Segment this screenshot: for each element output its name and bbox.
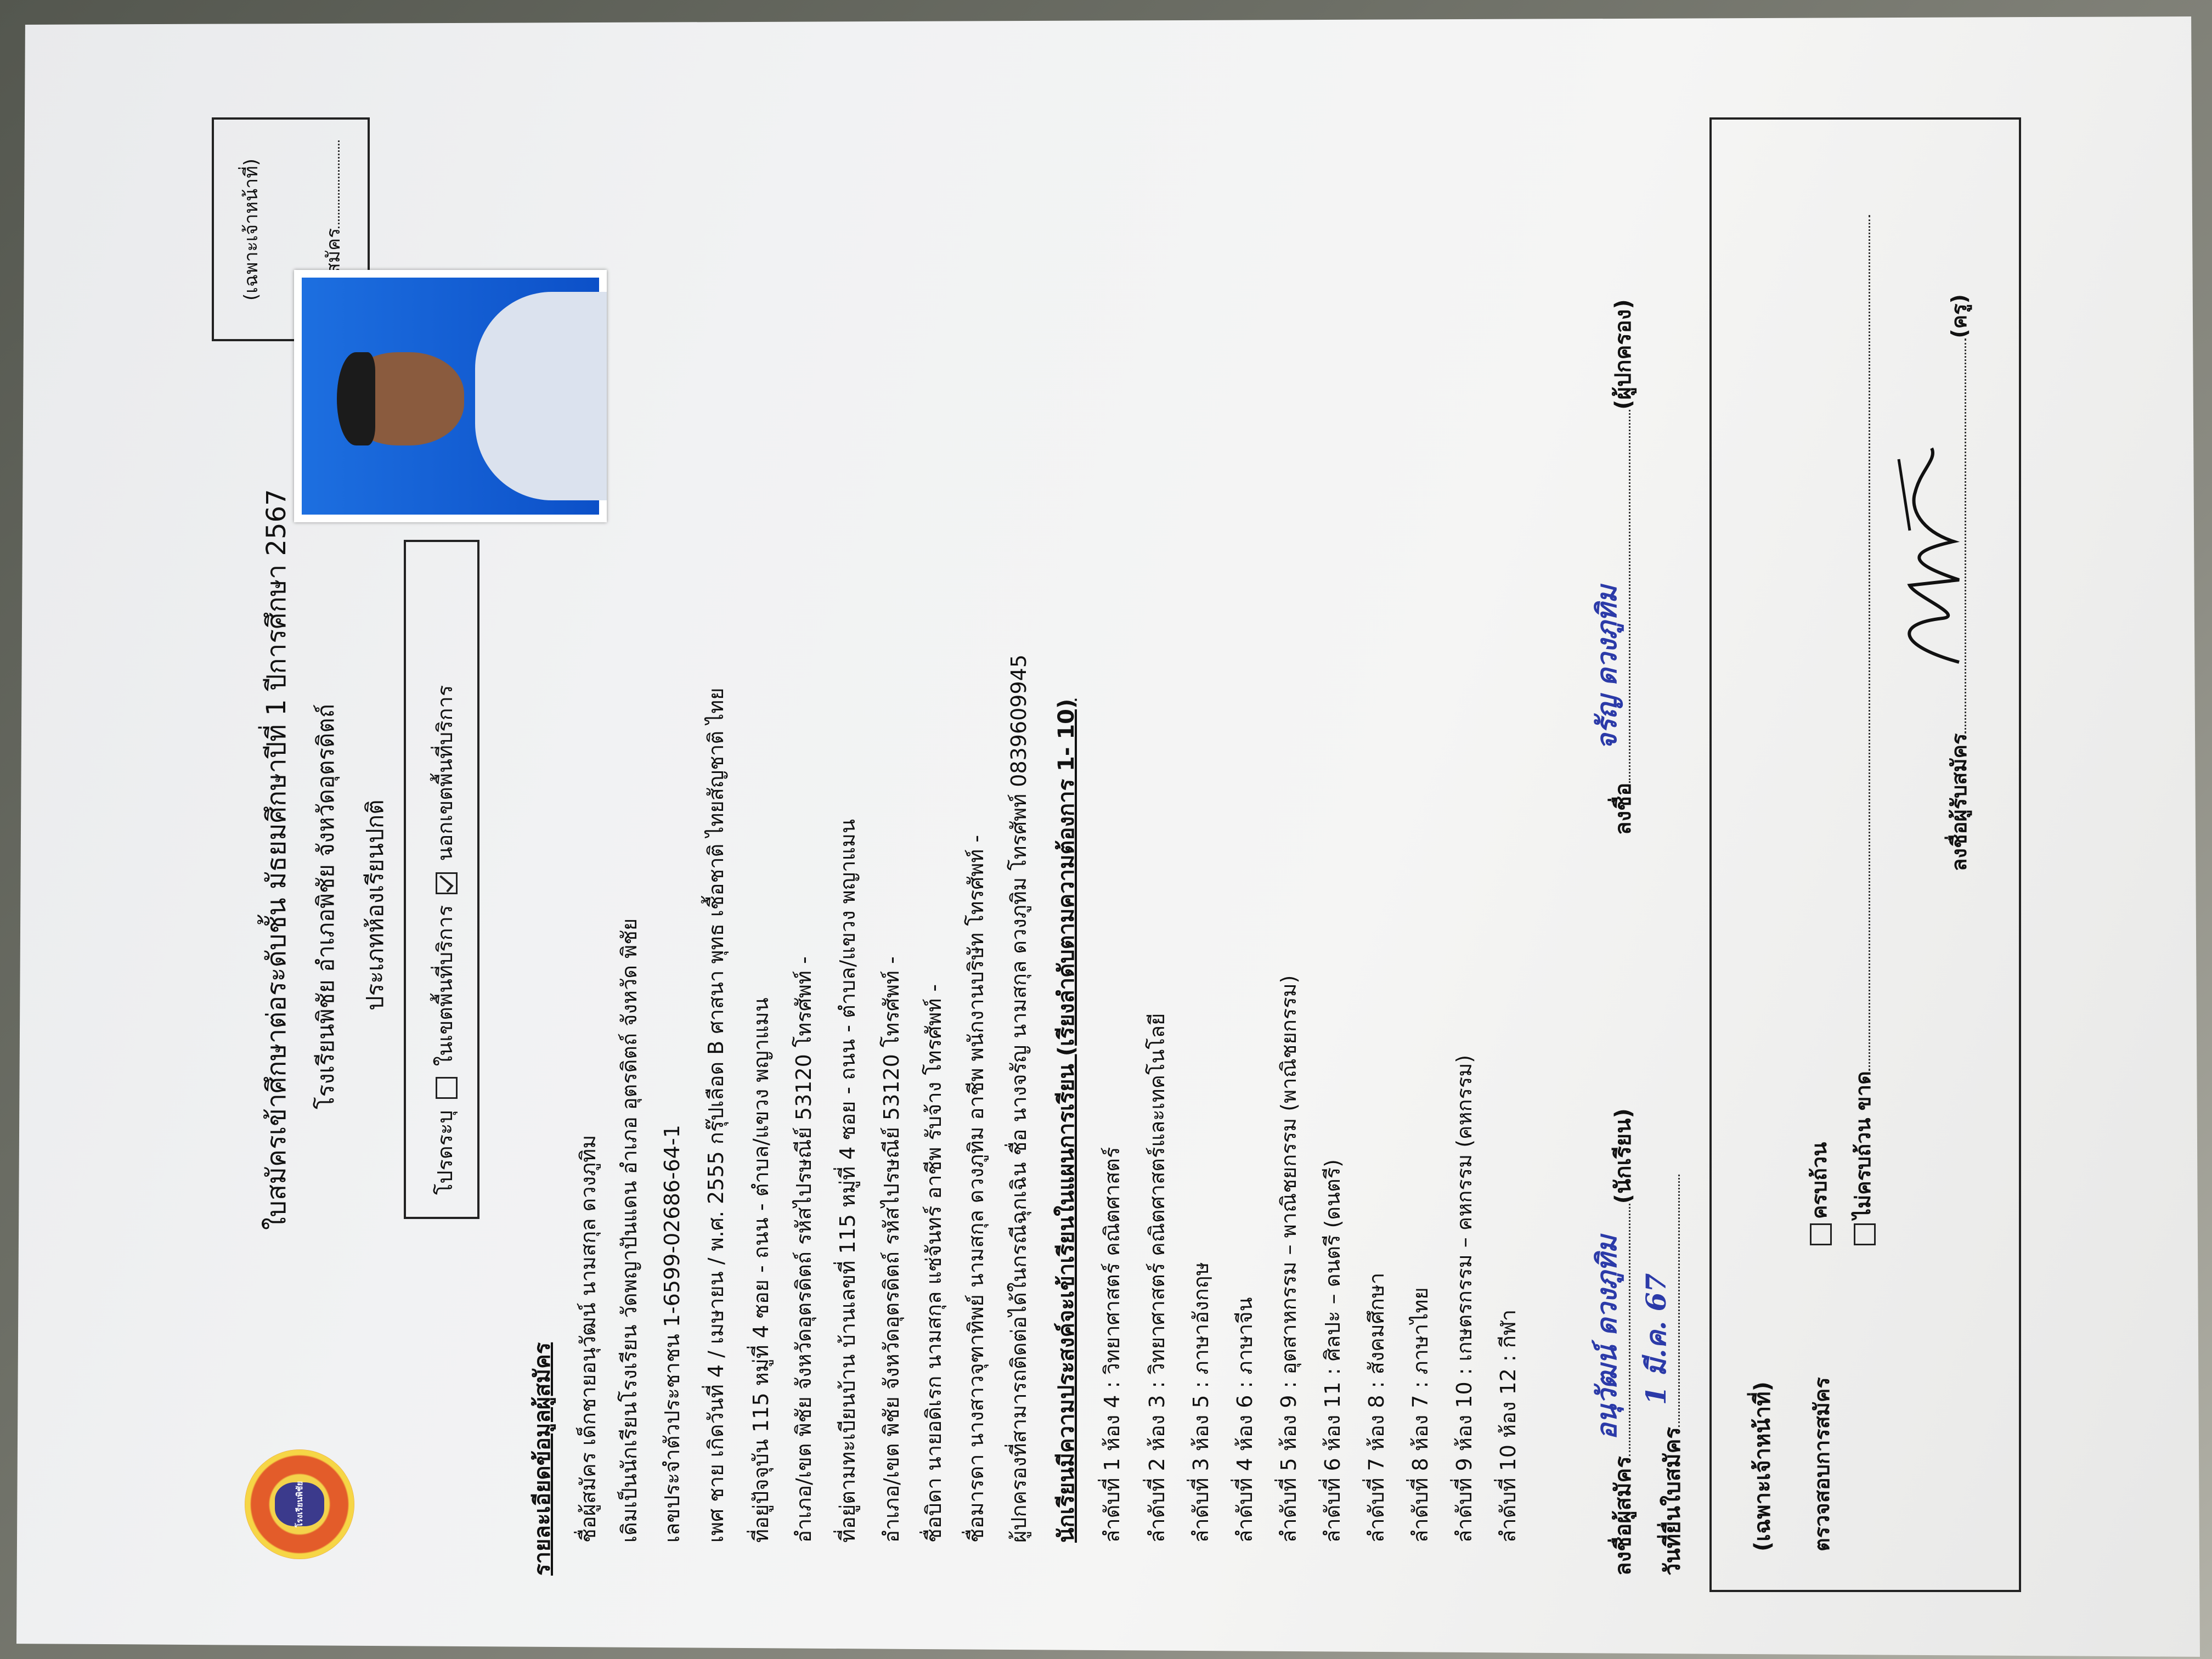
receiver-signature-row bbox=[1942, 294, 1976, 871]
receiver-signature-mark bbox=[1877, 437, 1970, 668]
zone-row bbox=[428, 685, 461, 1195]
applicant-role: (นักเรียน) bbox=[1611, 1108, 1636, 1204]
receiver-role: (ครู) bbox=[1947, 294, 1971, 338]
detail-line: ผู้ปกครองที่สามารถติดต่อได้ในกรณีฉุกเฉิน ชื่อ นางจรัญ นามสกุล ดวงภูทิม โทรศัพท์ 0839609945 bbox=[1007, 654, 1031, 1543]
choice-item: ลำดับที่ 7 ห้อง 8 : สังคมศึกษา bbox=[1364, 1272, 1389, 1543]
check-application-label: ตรวจสอบการสมัคร bbox=[1810, 1377, 1834, 1551]
inside-zone-checkbox[interactable] bbox=[436, 1077, 458, 1099]
complete-checkbox[interactable] bbox=[1810, 1223, 1832, 1245]
detail-line: ที่อยู่ตามทะเบียนบ้าน บ้านเลขที่ 115 หมู่ที่ 4 ซอย - ถนน - ตำบล/แขวง พญาแมน bbox=[836, 819, 860, 1543]
application-date-row bbox=[1640, 1175, 1690, 1576]
applicant-photo bbox=[294, 270, 607, 522]
detail-line: ชื่อผู้สมัคร เด็กชายอนุวัฒน์ นามสกุล ดวงภูทิม bbox=[576, 1135, 600, 1543]
school-logo: โรงเรียนพิชัย bbox=[245, 1449, 354, 1559]
outside-zone-label: นอกเขตพื้นที่บริการ bbox=[433, 685, 457, 861]
form-title: ใบสมัครเข้าศึกษาต่อระดับชั้น มัธยมศึกษาปีที่ 1 ปีการศึกษา 2567 bbox=[261, 489, 292, 1230]
school-name-line: โรงเรียนพิชัย อำเภอพิชัย จังหวัดอุตรดิตถ์ bbox=[312, 704, 339, 1109]
receiver-signature-label: ลงชื่อผู้รับสมัคร bbox=[1947, 733, 1971, 871]
detail-line: อำเภอ/เขต พิชัย จังหวัดอุตรดิตถ์ รหัสไปรษณีย์ 53120 โทรศัพท์ - bbox=[792, 956, 816, 1543]
guardian-signature-row bbox=[1590, 299, 1640, 835]
detail-line: ชื่อบิดา นายอดิเรก นามสกุล แซ่จันทร์ อาชีพ รับจ้าง โทรศัพท์ - bbox=[922, 984, 946, 1543]
detail-line: ที่อยู่ปัจจุบัน 115 หมู่ที่ 4 ซอย - ถนน - ตำบล/แขวง พญาแมน bbox=[749, 997, 773, 1543]
applicant-signature-label: ลงชื่อผู้สมัคร bbox=[1611, 1456, 1636, 1576]
choice-item: ลำดับที่ 6 ห้อง 11 : ศิลปะ – ดนตรี (ดนตรี) bbox=[1321, 1159, 1345, 1543]
zone-prefix: โปรดระบุ bbox=[433, 1110, 457, 1195]
application-date-label: วันที่ยื่นใบสมัคร bbox=[1660, 1427, 1685, 1576]
choice-item: ลำดับที่ 1 ห้อง 4 : วิทยาศาสตร์ คณิตศาสตร์ bbox=[1100, 1147, 1124, 1543]
staff-check-box bbox=[1709, 117, 2021, 1592]
choice-item: ลำดับที่ 8 ห้อง 7 : ภาษาไทย bbox=[1408, 1287, 1432, 1543]
complete-label: ครบถ้วน bbox=[1807, 1142, 1831, 1219]
application-form-page bbox=[173, 89, 2203, 1625]
choice-item: ลำดับที่ 3 ห้อง 5 : ภาษาอังกฤษ bbox=[1189, 1262, 1213, 1543]
inside-zone-label: ในเขตพื้นที่บริการ bbox=[433, 905, 457, 1066]
details-section-title: รายละเอียดข้อมูลผู้สมัคร bbox=[530, 1342, 555, 1576]
application-date-handwritten: 1 มี.ค. 67 bbox=[1640, 1273, 1672, 1406]
choices-heading: นักเรียนมีความประสงค์จะเข้าเรียนในแผนการเรียน (เรียงลำดับตามความต้องการ 1- 10) bbox=[1054, 698, 1079, 1543]
choice-item: ลำดับที่ 9 ห้อง 10 : เกษตรกรรม – คหกรรม (คหกรรม) bbox=[1452, 1054, 1476, 1543]
choice-item: ลำดับที่ 2 ห้อง 3 : วิทยาศาสตร์ คณิตศาสตร์และเทคโนโลยี bbox=[1145, 1013, 1169, 1543]
outside-zone-checkbox[interactable] bbox=[436, 872, 458, 894]
incomplete-label: ไม่ครบถ้วน ขาด bbox=[1851, 1071, 1875, 1219]
staff-corner-note: (เฉพาะเจ้าหน้าที่) bbox=[240, 159, 262, 301]
complete-option bbox=[1802, 1142, 1836, 1250]
detail-line: เลขประจำตัวประชาชน 1-6599-02686-64-1 bbox=[660, 1125, 684, 1543]
guardian-handwritten-name: จรัญ ดวงภูทิม bbox=[1590, 585, 1623, 750]
detail-line: อำเภอ/เขต พิชัย จังหวัดอุตรดิตถ์ รหัสไปรษณีย์ 53120 โทรศัพท์ - bbox=[879, 956, 904, 1543]
staff-check-title: (เฉพาะเจ้าหน้าที่) bbox=[1750, 1381, 1775, 1551]
guardian-role: (ผู้ปกครอง) bbox=[1611, 299, 1636, 410]
applicant-handwritten-name: อนุวัฒน์ ดวงภูทิม bbox=[1590, 1235, 1623, 1440]
zone-selector-box bbox=[404, 540, 479, 1219]
choice-item: ลำดับที่ 5 ห้อง 9 : อุตสาหกรรม – พาณิชยกรรม (พาณิชยกรรม) bbox=[1277, 975, 1301, 1543]
incomplete-option bbox=[1846, 215, 1880, 1250]
detail-line: ชื่อมารดา นางสาวจุฑาทิพย์ นามสกุล ดวงภูทิม อาชีพ พนักงานบริษัท โทรศัพท์ - bbox=[964, 834, 988, 1543]
detail-line: เพศ ชาย เกิดวันที่ 4 / เมษายน / พ.ศ. 2555 กรุ๊ปเลือด B ศาสนา พุทธ เชื้อชาติ ไทยสัญชาติ ไทย bbox=[704, 687, 728, 1543]
detail-line: เดิมเป็นนักเรียนโรงเรียน วัดพญาปันแดน อำเภอ อุตรดิตถ์ จังหวัด พิชัย bbox=[617, 918, 641, 1543]
classroom-type: ประเภทห้องเรียนปกติ bbox=[362, 799, 388, 1011]
incomplete-checkbox[interactable] bbox=[1854, 1223, 1876, 1245]
guardian-signature-label: ลงชื่อ bbox=[1611, 782, 1636, 835]
choice-item: ลำดับที่ 10 ห้อง 12 : กีฬา bbox=[1496, 1309, 1520, 1543]
choice-item: ลำดับที่ 4 ห้อง 6 : ภาษาจีน bbox=[1233, 1297, 1257, 1543]
